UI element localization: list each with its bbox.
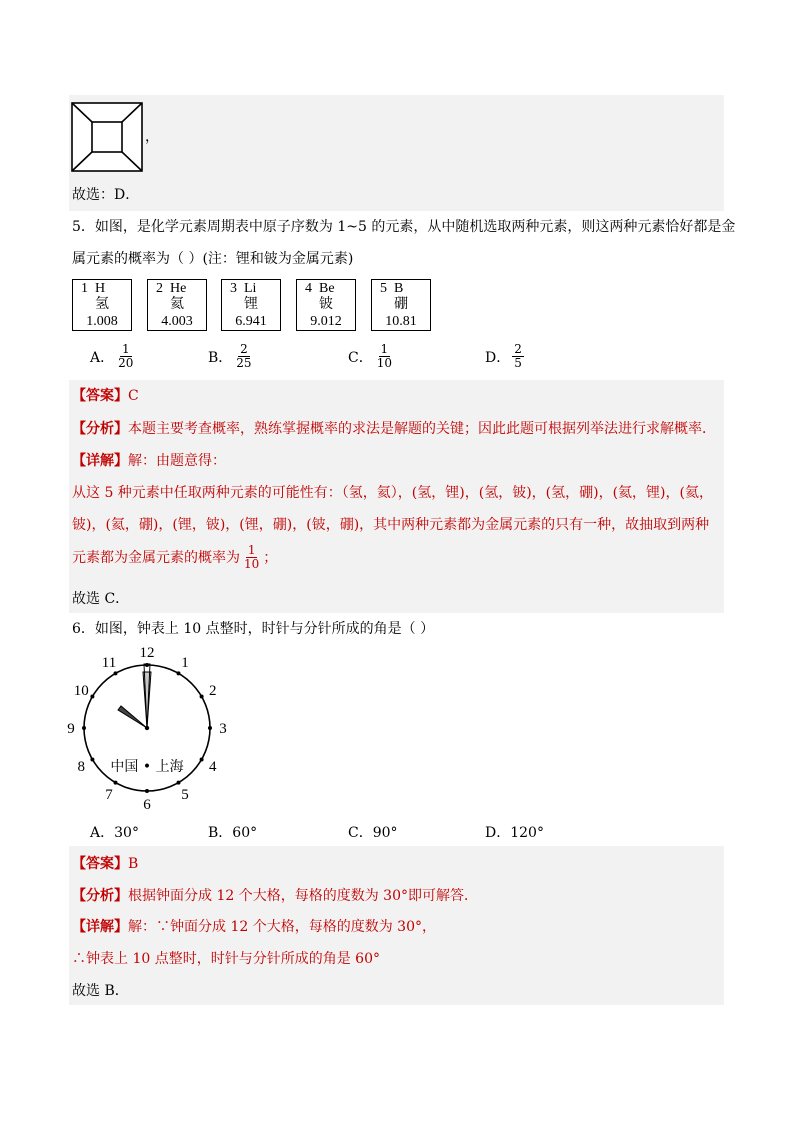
q5-detail-line3: 元素都为金属元素的概率为 $\frac{1}{10}$ ； bbox=[72, 543, 278, 571]
clock-tick bbox=[200, 758, 204, 762]
q5-option-a: A． $\frac{1}{20}$ bbox=[90, 342, 134, 370]
q5-conclusion: 故选 C． bbox=[72, 591, 130, 607]
clock-number: 3 bbox=[219, 721, 227, 737]
clock-number: 8 bbox=[77, 759, 85, 775]
clock-number: 12 bbox=[139, 645, 155, 661]
element-card: 1 H 氢 1.008 bbox=[72, 279, 132, 331]
q6-conclusion: 故选 B． bbox=[72, 983, 129, 999]
element-card: 4 Be 铍 9.012 bbox=[296, 279, 356, 331]
figure-comma: ， bbox=[145, 129, 159, 145]
clock-tick bbox=[90, 695, 94, 699]
clock-figure bbox=[66, 644, 236, 814]
element-card: 2 He 氦 4.003 bbox=[147, 279, 207, 331]
clock-number: 6 bbox=[143, 797, 151, 813]
q5-analysis: 【分析】本题主要考查概率，熟练掌握概率的求法是解题的关键；因此此题可根据列举法进行求解概率． bbox=[72, 421, 716, 437]
square-frame-figure bbox=[71, 102, 143, 172]
q5-option-c: C． $\frac{1}{10}$ bbox=[348, 342, 392, 370]
clock-tick bbox=[114, 671, 118, 675]
clock-number: 10 bbox=[73, 683, 89, 699]
clock-tick bbox=[208, 726, 212, 730]
q6-option-c: C．90° bbox=[348, 825, 398, 841]
q5-stem-line1: 5．如图，是化学元素周期表中原子序数为 1~5 的元素，从中随机选取两种元素，则这两种元素恰好都是金 bbox=[72, 219, 736, 235]
clock-number: 4 bbox=[209, 759, 217, 775]
q6-analysis: 【分析】根据钟面分成 12 个大格，每格的度数为 30°即可解答． bbox=[72, 888, 478, 904]
clock-tick bbox=[177, 671, 181, 675]
q6-option-a: A．30° bbox=[90, 825, 139, 841]
clock-number: 9 bbox=[67, 721, 75, 737]
q6-stem: 6．如图，钟表上 10 点整时，时针与分针所成的角是（ ） bbox=[72, 621, 435, 637]
clock-number: 1 bbox=[181, 655, 189, 672]
q5-option-d: D． $\frac{2}{5}$ bbox=[485, 342, 522, 370]
clock-tick bbox=[114, 781, 118, 785]
clock-label: 中国 • 上海 bbox=[110, 759, 184, 775]
q6-detail: 【详解】解：∵钟面分成 12 个大格，每格的度数为 30°， bbox=[72, 919, 436, 935]
hour-hand bbox=[118, 706, 147, 728]
clock-center bbox=[145, 726, 149, 730]
q5-answer: 【答案】C bbox=[72, 388, 139, 404]
answer-shade-1 bbox=[69, 95, 724, 211]
clock-number: 2 bbox=[209, 683, 217, 699]
clock-tick bbox=[177, 781, 181, 785]
q5-stem-line2: 属元素的概率为（ ）(注：锂和铍为金属元素) bbox=[72, 251, 354, 267]
q6-option-b: B．60° bbox=[208, 825, 258, 841]
q5-option-b: B． $\frac{2}{25}$ bbox=[208, 342, 252, 370]
element-card: 3 Li 锂 6.941 bbox=[221, 279, 281, 331]
q5-detail: 【详解】解：由题意得： bbox=[72, 453, 226, 469]
q6-answer: 【答案】B bbox=[72, 856, 139, 872]
clock-number: 11 bbox=[101, 655, 117, 672]
q6-option-d: D．120° bbox=[485, 825, 544, 841]
clock-tick bbox=[145, 789, 149, 793]
clock-tick bbox=[82, 726, 86, 730]
conclusion-q4: 故选：D． bbox=[72, 187, 140, 203]
clock-tick bbox=[200, 695, 204, 699]
clock-number: 7 bbox=[105, 786, 113, 803]
q5-detail-line1: 从这 5 种元素中任取两种元素的可能性有：（氢，氦），(氢，锂)，(氢，铍)，(氢，硼)，(氦，锂)，(氦， bbox=[72, 485, 713, 501]
q6-detail-line2: ∴钟表上 10 点整时，时针与分针所成的角是 60° bbox=[72, 951, 380, 967]
q5-detail-line2: 铍)，(氦，硼)，(锂，铍)，(锂，硼)，(铍，硼)，其中两种元素都为金属元素的只有一种，故抽取到两种 bbox=[72, 517, 710, 533]
element-card: 5 B 硼 10.81 bbox=[371, 279, 431, 331]
clock-tick bbox=[90, 758, 94, 762]
clock-number: 5 bbox=[181, 786, 189, 803]
